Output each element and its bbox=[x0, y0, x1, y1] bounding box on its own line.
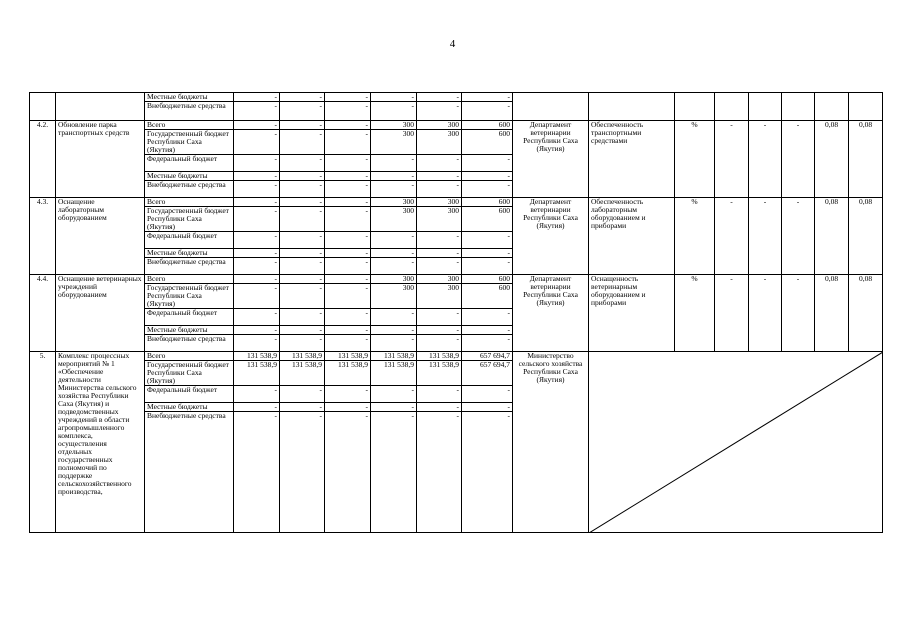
value-cell: 300 bbox=[371, 130, 417, 155]
value-cell: - bbox=[234, 102, 280, 121]
value-cell: - bbox=[371, 326, 417, 335]
department-cell: Департамент ветеринарии Республики Саха (Якутия) bbox=[513, 121, 589, 198]
value-cell: 131 538,9 bbox=[325, 352, 371, 361]
value-cell: - bbox=[325, 258, 371, 275]
source-cell: Всего bbox=[145, 352, 234, 361]
source-cell: Внебюджетные средства bbox=[145, 181, 234, 198]
source-cell: Государственный бюджет Республики Саха (Якутия) bbox=[145, 130, 234, 155]
diagonal-stroke bbox=[589, 352, 883, 533]
value-cell: - bbox=[234, 155, 280, 172]
value-cell: - bbox=[325, 198, 371, 207]
table-row bbox=[30, 93, 883, 102]
indicator-value-cell: - bbox=[749, 198, 782, 275]
value-cell: - bbox=[325, 275, 371, 284]
indicator-value-cell: - bbox=[782, 198, 815, 275]
source-cell: Федеральный бюджет bbox=[145, 232, 234, 249]
value-cell: 131 538,9 bbox=[280, 352, 325, 361]
value-cell: - bbox=[462, 403, 513, 412]
value-cell: 131 538,9 bbox=[417, 361, 462, 386]
measure-number: 4.4. bbox=[30, 275, 56, 352]
indicator-cell: Обеспеченность лабораторным оборудованием и приборами bbox=[589, 198, 675, 275]
indicator-value-cell: 0,08 bbox=[849, 275, 883, 352]
value-cell: - bbox=[280, 258, 325, 275]
measure-number: 4.3. bbox=[30, 198, 56, 275]
indicator-value-cell: - bbox=[782, 121, 815, 198]
indicator-cell bbox=[589, 93, 675, 121]
table-row bbox=[30, 121, 883, 130]
indicator-value-cell bbox=[749, 93, 782, 121]
table-body bbox=[30, 93, 883, 533]
value-cell: - bbox=[462, 335, 513, 352]
value-cell: - bbox=[417, 181, 462, 198]
value-cell: - bbox=[462, 249, 513, 258]
source-cell: Федеральный бюджет bbox=[145, 309, 234, 326]
value-cell: - bbox=[417, 412, 462, 533]
value-cell: - bbox=[417, 155, 462, 172]
value-cell: - bbox=[234, 335, 280, 352]
value-cell: - bbox=[417, 386, 462, 403]
source-cell: Государственный бюджет Республики Саха (Якутия) bbox=[145, 284, 234, 309]
value-cell: - bbox=[371, 335, 417, 352]
value-cell: - bbox=[234, 198, 280, 207]
source-cell: Федеральный бюджет bbox=[145, 155, 234, 172]
dept-cell bbox=[513, 93, 589, 121]
value-cell: - bbox=[234, 181, 280, 198]
department-cell: Департамент ветеринарии Республики Саха (Якутия) bbox=[513, 198, 589, 275]
source-cell: Местные бюджеты bbox=[145, 93, 234, 102]
source-cell: Местные бюджеты bbox=[145, 172, 234, 181]
value-cell: - bbox=[325, 326, 371, 335]
department-cell: Департамент ветеринарии Республики Саха (Якутия) bbox=[513, 275, 589, 352]
value-cell: - bbox=[280, 309, 325, 326]
indicator-value-cell: 0,08 bbox=[815, 198, 849, 275]
value-cell: - bbox=[234, 249, 280, 258]
value-cell: - bbox=[280, 130, 325, 155]
value-cell: - bbox=[234, 403, 280, 412]
value-cell: - bbox=[325, 284, 371, 309]
source-cell: Федеральный бюджет bbox=[145, 386, 234, 403]
value-cell: - bbox=[417, 232, 462, 249]
indicator-value-cell: - bbox=[715, 198, 749, 275]
value-cell: 300 bbox=[417, 198, 462, 207]
value-cell: 131 538,9 bbox=[325, 361, 371, 386]
value-cell: 131 538,9 bbox=[280, 361, 325, 386]
value-cell: - bbox=[325, 93, 371, 102]
value-cell: - bbox=[234, 258, 280, 275]
value-cell: - bbox=[234, 130, 280, 155]
value-cell: - bbox=[325, 249, 371, 258]
value-cell: 300 bbox=[371, 284, 417, 309]
value-cell: 300 bbox=[417, 130, 462, 155]
value-cell: - bbox=[462, 412, 513, 533]
value-cell: - bbox=[417, 93, 462, 102]
value-cell: - bbox=[371, 412, 417, 533]
indicator-value-cell bbox=[849, 93, 883, 121]
table-row bbox=[30, 352, 883, 361]
indicator-value-cell: 0,08 bbox=[815, 121, 849, 198]
value-cell: - bbox=[280, 198, 325, 207]
indicator-value-cell: 0,08 bbox=[849, 198, 883, 275]
value-cell: - bbox=[234, 412, 280, 533]
value-cell: - bbox=[417, 249, 462, 258]
num-cell bbox=[30, 93, 56, 121]
value-cell: 657 694,7 bbox=[462, 352, 513, 361]
program-table bbox=[29, 92, 883, 533]
value-cell: - bbox=[462, 326, 513, 335]
indicator-value-cell bbox=[782, 93, 815, 121]
indicator-value-cell: - bbox=[749, 275, 782, 352]
value-cell: - bbox=[234, 326, 280, 335]
value-cell: - bbox=[325, 172, 371, 181]
unit-cell: % bbox=[675, 275, 715, 352]
value-cell: - bbox=[280, 249, 325, 258]
value-cell: - bbox=[462, 172, 513, 181]
value-cell: 300 bbox=[417, 207, 462, 232]
value-cell: - bbox=[280, 93, 325, 102]
value-cell: - bbox=[280, 121, 325, 130]
value-cell: - bbox=[280, 232, 325, 249]
value-cell: - bbox=[417, 258, 462, 275]
complex-number: 5. bbox=[30, 352, 56, 533]
source-cell: Внебюджетные средства bbox=[145, 258, 234, 275]
value-cell: - bbox=[325, 102, 371, 121]
indicator-cell: Обеспеченность транспортными средствами bbox=[589, 121, 675, 198]
value-cell: 600 bbox=[462, 207, 513, 232]
value-cell: - bbox=[280, 155, 325, 172]
indicator-value-cell bbox=[715, 93, 749, 121]
value-cell: 300 bbox=[417, 275, 462, 284]
value-cell: - bbox=[462, 93, 513, 102]
indicator-value-cell: - bbox=[715, 275, 749, 352]
value-cell: - bbox=[371, 258, 417, 275]
value-cell: 600 bbox=[462, 198, 513, 207]
value-cell: - bbox=[462, 102, 513, 121]
measure-name: Оснащение лабораторным оборудованием bbox=[56, 198, 145, 275]
diagonal-line bbox=[589, 352, 883, 533]
value-cell: - bbox=[417, 172, 462, 181]
indicator-value-cell bbox=[815, 93, 849, 121]
value-cell: - bbox=[325, 181, 371, 198]
source-cell: Внебюджетные средства bbox=[145, 102, 234, 121]
value-cell: 600 bbox=[462, 130, 513, 155]
source-cell: Всего bbox=[145, 121, 234, 130]
source-cell: Местные бюджеты bbox=[145, 403, 234, 412]
value-cell: 131 538,9 bbox=[417, 352, 462, 361]
value-cell: - bbox=[280, 172, 325, 181]
value-cell: 300 bbox=[417, 121, 462, 130]
value-cell: 131 538,9 bbox=[371, 352, 417, 361]
value-cell: - bbox=[371, 403, 417, 412]
value-cell: - bbox=[325, 335, 371, 352]
value-cell: - bbox=[234, 309, 280, 326]
value-cell: - bbox=[325, 207, 371, 232]
value-cell: - bbox=[234, 232, 280, 249]
value-cell: - bbox=[325, 309, 371, 326]
table-row bbox=[30, 275, 883, 284]
value-cell: 600 bbox=[462, 284, 513, 309]
value-cell: - bbox=[462, 258, 513, 275]
value-cell: 300 bbox=[371, 121, 417, 130]
value-cell: - bbox=[417, 335, 462, 352]
value-cell: - bbox=[462, 181, 513, 198]
value-cell: - bbox=[234, 172, 280, 181]
source-cell: Внебюджетные средства bbox=[145, 412, 234, 533]
value-cell: - bbox=[371, 386, 417, 403]
value-cell: - bbox=[280, 207, 325, 232]
source-cell: Местные бюджеты bbox=[145, 326, 234, 335]
value-cell: - bbox=[417, 102, 462, 121]
unit-cell: % bbox=[675, 198, 715, 275]
value-cell: 657 694,7 bbox=[462, 361, 513, 386]
measure-name: Обновление парка транспортных средств bbox=[56, 121, 145, 198]
indicator-value-cell: - bbox=[782, 275, 815, 352]
value-cell: - bbox=[462, 309, 513, 326]
source-cell: Всего bbox=[145, 275, 234, 284]
value-cell: - bbox=[234, 386, 280, 403]
value-cell: - bbox=[234, 284, 280, 309]
indicator-cell: Оснащенность ветеринарным оборудованием и приборами bbox=[589, 275, 675, 352]
value-cell: - bbox=[462, 155, 513, 172]
value-cell: - bbox=[280, 181, 325, 198]
source-cell: Местные бюджеты bbox=[145, 249, 234, 258]
indicator-value-cell bbox=[675, 93, 715, 121]
value-cell: - bbox=[325, 121, 371, 130]
value-cell: - bbox=[371, 102, 417, 121]
value-cell: - bbox=[280, 403, 325, 412]
value-cell: - bbox=[280, 102, 325, 121]
value-cell: - bbox=[325, 130, 371, 155]
crossed-out-cell bbox=[589, 352, 883, 533]
value-cell: 300 bbox=[371, 275, 417, 284]
indicator-value-cell: - bbox=[749, 121, 782, 198]
source-cell: Внебюджетные средства bbox=[145, 335, 234, 352]
value-cell: - bbox=[280, 335, 325, 352]
page-number: 4 bbox=[449, 38, 456, 50]
value-cell: - bbox=[371, 155, 417, 172]
value-cell: - bbox=[417, 403, 462, 412]
value-cell: - bbox=[325, 232, 371, 249]
value-cell: - bbox=[280, 284, 325, 309]
measure-number: 4.2. bbox=[30, 121, 56, 198]
indicator-value-cell: 0,08 bbox=[815, 275, 849, 352]
value-cell: - bbox=[371, 249, 417, 258]
source-cell: Государственный бюджет Республики Саха (Якутия) bbox=[145, 207, 234, 232]
value-cell: - bbox=[325, 412, 371, 533]
value-cell: - bbox=[280, 275, 325, 284]
value-cell: - bbox=[234, 93, 280, 102]
value-cell: - bbox=[417, 326, 462, 335]
value-cell: 600 bbox=[462, 121, 513, 130]
value-cell: - bbox=[462, 232, 513, 249]
value-cell: 300 bbox=[371, 207, 417, 232]
value-cell: - bbox=[417, 309, 462, 326]
value-cell: - bbox=[234, 121, 280, 130]
value-cell: - bbox=[371, 232, 417, 249]
value-cell: - bbox=[280, 386, 325, 403]
source-cell: Всего bbox=[145, 198, 234, 207]
value-cell: - bbox=[325, 155, 371, 172]
value-cell: - bbox=[280, 326, 325, 335]
value-cell: - bbox=[280, 412, 325, 533]
value-cell: 131 538,9 bbox=[234, 361, 280, 386]
complex-name: Комплекс процессных мероприятий № 1 «Обеспечение деятельности Министерства сельского хозяйства Республики Саха (Якутия) и подведомственных учреждений в области агропромышленного комплекса, осуществления отдельных государственных полномочий по поддержке сельскохозяйственного производства, bbox=[56, 352, 145, 533]
value-cell: - bbox=[234, 207, 280, 232]
measure-name: Оснащение ветеринарных учреждений оборудованием bbox=[56, 275, 145, 352]
value-cell: - bbox=[325, 386, 371, 403]
value-cell: 600 bbox=[462, 275, 513, 284]
name-cell bbox=[56, 93, 145, 121]
indicator-value-cell: 0,08 bbox=[849, 121, 883, 198]
value-cell: - bbox=[371, 309, 417, 326]
table-row bbox=[30, 198, 883, 207]
value-cell: 131 538,9 bbox=[371, 361, 417, 386]
value-cell: - bbox=[325, 403, 371, 412]
value-cell: - bbox=[371, 172, 417, 181]
indicator-value-cell: - bbox=[715, 121, 749, 198]
value-cell: - bbox=[234, 275, 280, 284]
value-cell: 300 bbox=[417, 284, 462, 309]
value-cell: - bbox=[371, 181, 417, 198]
value-cell: 300 bbox=[371, 198, 417, 207]
value-cell: - bbox=[462, 386, 513, 403]
department-cell: Министерство сельского хозяйства Республики Саха (Якутия) bbox=[513, 352, 589, 533]
source-cell: Государственный бюджет Республики Саха (Якутия) bbox=[145, 361, 234, 386]
unit-cell: % bbox=[675, 121, 715, 198]
value-cell: - bbox=[371, 93, 417, 102]
value-cell: 131 538,9 bbox=[234, 352, 280, 361]
